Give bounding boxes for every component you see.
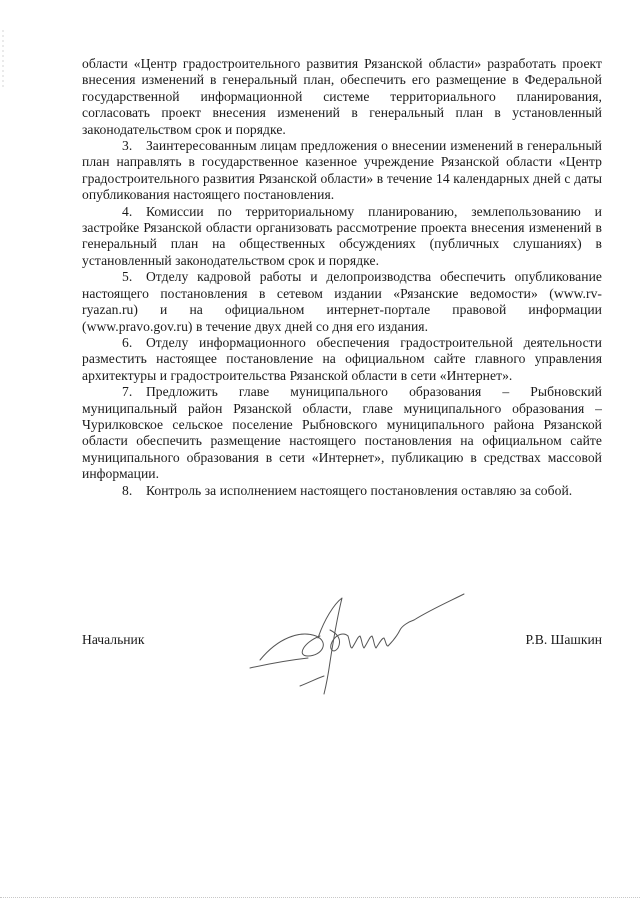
signatory-title: Начальник <box>82 632 145 647</box>
signatory-name: Р.В. Шашкин <box>525 632 602 647</box>
paragraph-item-5: 5. Отделу кадровой работы и делопроизводства обеспечить опубликование настоящего постановления в сетевом издании «Рязанские ведомости» (www.rv-ryazan.ru) и на официальном интернет-портале правовой информации (www.pravo.gov.ru) в течение двух дней со дня его издания. <box>82 269 602 334</box>
paragraph-item-8: 8. Контроль за исполнением настоящего постановления оставляю за собой. <box>122 482 573 498</box>
scan-edge-mark <box>0 30 8 90</box>
paragraph-continuation: области «Центр градостроительного развития Рязанской области» разработать проект внесения изменений в генеральный план, обеспечить его размещение в Федеральной государственной информационной системе территориального планирования, согласовать проект внесения изменений в генеральный план в установленный законодательством срок и порядке. <box>82 56 602 137</box>
paragraph-item-4: 4. Комиссии по территориальному планированию, землепользованию и застройке Рязанской области организовать рассмотрение проекта внесения изменений в генеральный план на общественных обсуждениях (публичных слушаниях) в установленный законодательством срок и порядке. <box>82 203 602 268</box>
paragraph-item-3: 3. Заинтересованным лицам предложения о внесении изменений в генеральный план направлять в государственное казенное учреждение Рязанской области «Центр градостроительного развития Рязанской области» в течение 14 календарных дней с даты опубликования настоящего постановления. <box>82 138 602 203</box>
paragraph-item-7: 7. Предложить главе муниципального образования – Рыбновский муниципальный район Рязанской области, главе муниципального образования – Чурилковское сельское поселение Рыбновского муниципального района Рязанской области обеспечить размещение настоящего постановления на официальном сайте муниципального образования в сети «Интернет», публикацию в средствах массовой информации. <box>82 384 602 482</box>
signature-block <box>82 632 602 650</box>
scan-bottom-edge <box>0 897 640 899</box>
paragraph-item-6: 6. Отделу информационного обеспечения градостроительной деятельности разместить настоящее постановление на официальном сайте главного управления архитектуры и градостроительства Рязанской области в сети «Интернет». <box>82 334 602 383</box>
document-body <box>82 56 602 499</box>
